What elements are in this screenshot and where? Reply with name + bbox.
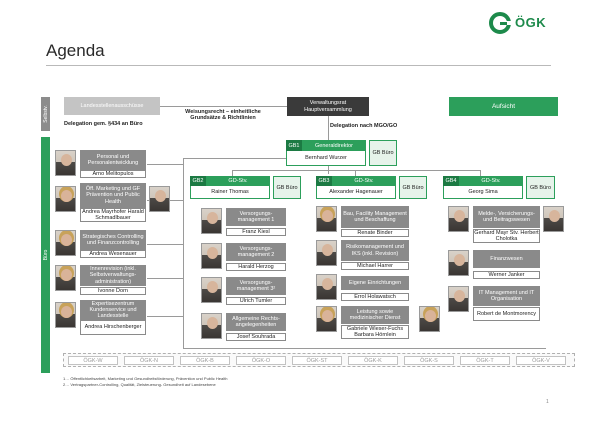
person-photo [316,240,337,266]
person-photo [55,186,76,212]
person-photo [201,208,222,234]
gb4-buero: GB Büro [526,176,555,199]
staff-unit-1: Öff. Marketing und GF Prävention und Public Health [80,183,146,208]
gb3-name: Alexander Hagenauer [329,189,383,195]
connector-line [183,348,546,349]
gb4-unit-1: Finanzwesen [473,250,540,268]
brand-name: ÖGK [515,15,547,30]
connector-line [147,316,183,317]
dept-oegk-v: ÖGK-V [516,356,566,365]
oegk-logo-icon [488,11,512,35]
connector-line [160,106,287,107]
gb4-name: Georg Sima [468,189,498,195]
staff-unit-0: Personal und Personalentwicklung [80,150,146,170]
gb4-name-1: Werner Janker [473,271,540,279]
person-photo [448,250,469,276]
staff-unit-2: Strategisches Controlling und Finanzcontrolling [80,230,146,250]
verwaltungsrat-box: Verwaltungsrat Hauptversammlung [287,97,369,116]
person-photo [55,150,76,176]
gb4-unit-2: IT Management und IT Organisation [473,286,540,306]
dept-oegk-b: ÖGK-B [180,356,230,365]
person-photo [543,206,564,232]
staff-unit-4: Expertisezentrum Kundenservice und Landesstelle [80,300,146,320]
person-photo [201,277,222,303]
gb3-code: GB3 [316,176,332,186]
page-number: 1 [546,399,549,405]
person-photo [419,306,440,332]
delegation-left-label: Delegation gem. §434 an Büro [64,121,143,127]
sidebar-buero: Büro [41,137,50,373]
gb3-unit-0: Bau, Facility Management und Beschaffung [341,206,409,228]
gb3-name-2: Errol Holawatsch [341,293,409,301]
dept-oegk-w: ÖGK-W [68,356,118,365]
gb3-name-3: Gabriele Wieser-Fuchs Barbara Hörnlein [341,325,409,339]
gb2-unit-0: Versorgungs-management 1 [226,208,286,226]
gb4-name-2: Robert de Montmorency [473,307,540,321]
person-photo [316,306,337,332]
gb2-label: GD-Stv. [228,178,248,184]
gb2-name-2: Ulrich Tumler [226,297,286,305]
dept-oegk-s: ÖGK-S [404,356,454,365]
connector-line [147,164,183,165]
dept-oegk-t: ÖGK-T [460,356,510,365]
gd-label: Generaldirektor [315,142,353,149]
gb2-code: GB2 [190,176,206,186]
gb3-unit-2: Eigene Einrichtungen [341,276,409,290]
gb4-unit-0: Melde-, Versicherungs- und Beitragswesen [473,206,540,228]
gb3-unit-3: Leistung sowie medizinischer Dienst [341,306,409,324]
person-photo [201,313,222,339]
person-photo [55,265,76,291]
gb2-name-3: Josef Souhrada [226,333,286,341]
connector-line [147,244,183,245]
gb4-code: GB4 [443,176,459,186]
weisungsrecht-label: Weisungsrecht – einheitliche Grundsätze & Richtlinien [185,109,261,122]
person-photo [55,302,76,328]
gb3-name-0: Renate Binder [341,229,409,237]
dept-oegk-o: ÖGK-O [236,356,286,365]
title-divider [46,65,551,66]
gb2-name: Rainer Thomas [211,189,249,195]
gb2-header [190,176,270,186]
connector-line [183,158,184,348]
gb3-label: GD-Stv. [354,178,374,184]
delegation-mgo-label: Delegation nach MGO/GO [330,123,398,129]
person-photo [149,186,170,212]
staff-name-3: Ivonne Dorn [80,287,146,295]
staff-name-2: Andrea Wesenauer [80,250,146,258]
gb2-name-1: Harald Herzog [226,263,286,271]
gd-buero: GB Büro [369,140,397,166]
gb3-header [316,176,396,186]
landesstellen-box: Landesstellenausschüsse [64,97,160,115]
gb4-header [443,176,523,186]
dept-oegk-st: ÖGK-ST [292,356,342,365]
person-photo [448,286,469,312]
aufsicht-box: Aufsicht [449,97,558,116]
gd-code: GB1 [286,140,302,151]
staff-unit-3: Innenrevision (inkl. Selbstverwaltungs-administration) [80,265,146,286]
gb2-unit-1: Versorgungs-management 2 [226,243,286,261]
person-photo [448,206,469,232]
gb3-unit-1: Risikomanagement und IKS (inkl. Revision) [341,240,409,261]
footnote-1: 1… Öffentlichkeitsarbeit, Marketing und Gesundheitsförderung, Prävention und Public Health [63,376,228,381]
gb2-name-0: Franz Kiesl [226,228,286,236]
person-photo [55,230,76,256]
footnote-2: 2… Vertragspartner-Controlling, Qualität, Zielsteuerung- Gesundheit auf Landesebene [63,382,216,387]
staff-name-0: Arno Melitopulos [80,170,146,178]
gd-name: Bernhard Wurzer [305,155,347,161]
gd-header [286,140,366,151]
person-photo [316,274,337,300]
connector-line [232,170,480,171]
gb4-name-0: Gerhard Mayr Stv. Herbert Cholotka [474,229,539,242]
person-photo [201,243,222,269]
connector-line [147,278,183,279]
page-title: Agenda [46,41,105,60]
gb2-unit-2: Versorgungs-management 3² [226,277,286,295]
staff-name-1: Andrea Mayrhofer Harald Schmadlbauer [80,208,146,222]
gb3-name-1: Michael Harrer [341,262,409,270]
sidebar-selbstverwaltung: Selbstv. [41,97,50,131]
dept-oegk-n: ÖGK-N [124,356,174,365]
gb2-unit-3: Allgemeine Rechts-angelegenheiten [226,313,286,331]
dept-oegk-k: ÖGK-K [348,356,398,365]
gb2-buero: GB Büro [273,176,301,199]
person-photo [316,206,337,232]
gb4-label: GD-Stv. [481,178,501,184]
connector-line [328,116,329,140]
gb3-buero: GB Büro [399,176,427,199]
staff-name-4: Andrea Hirschenberger [80,320,146,335]
